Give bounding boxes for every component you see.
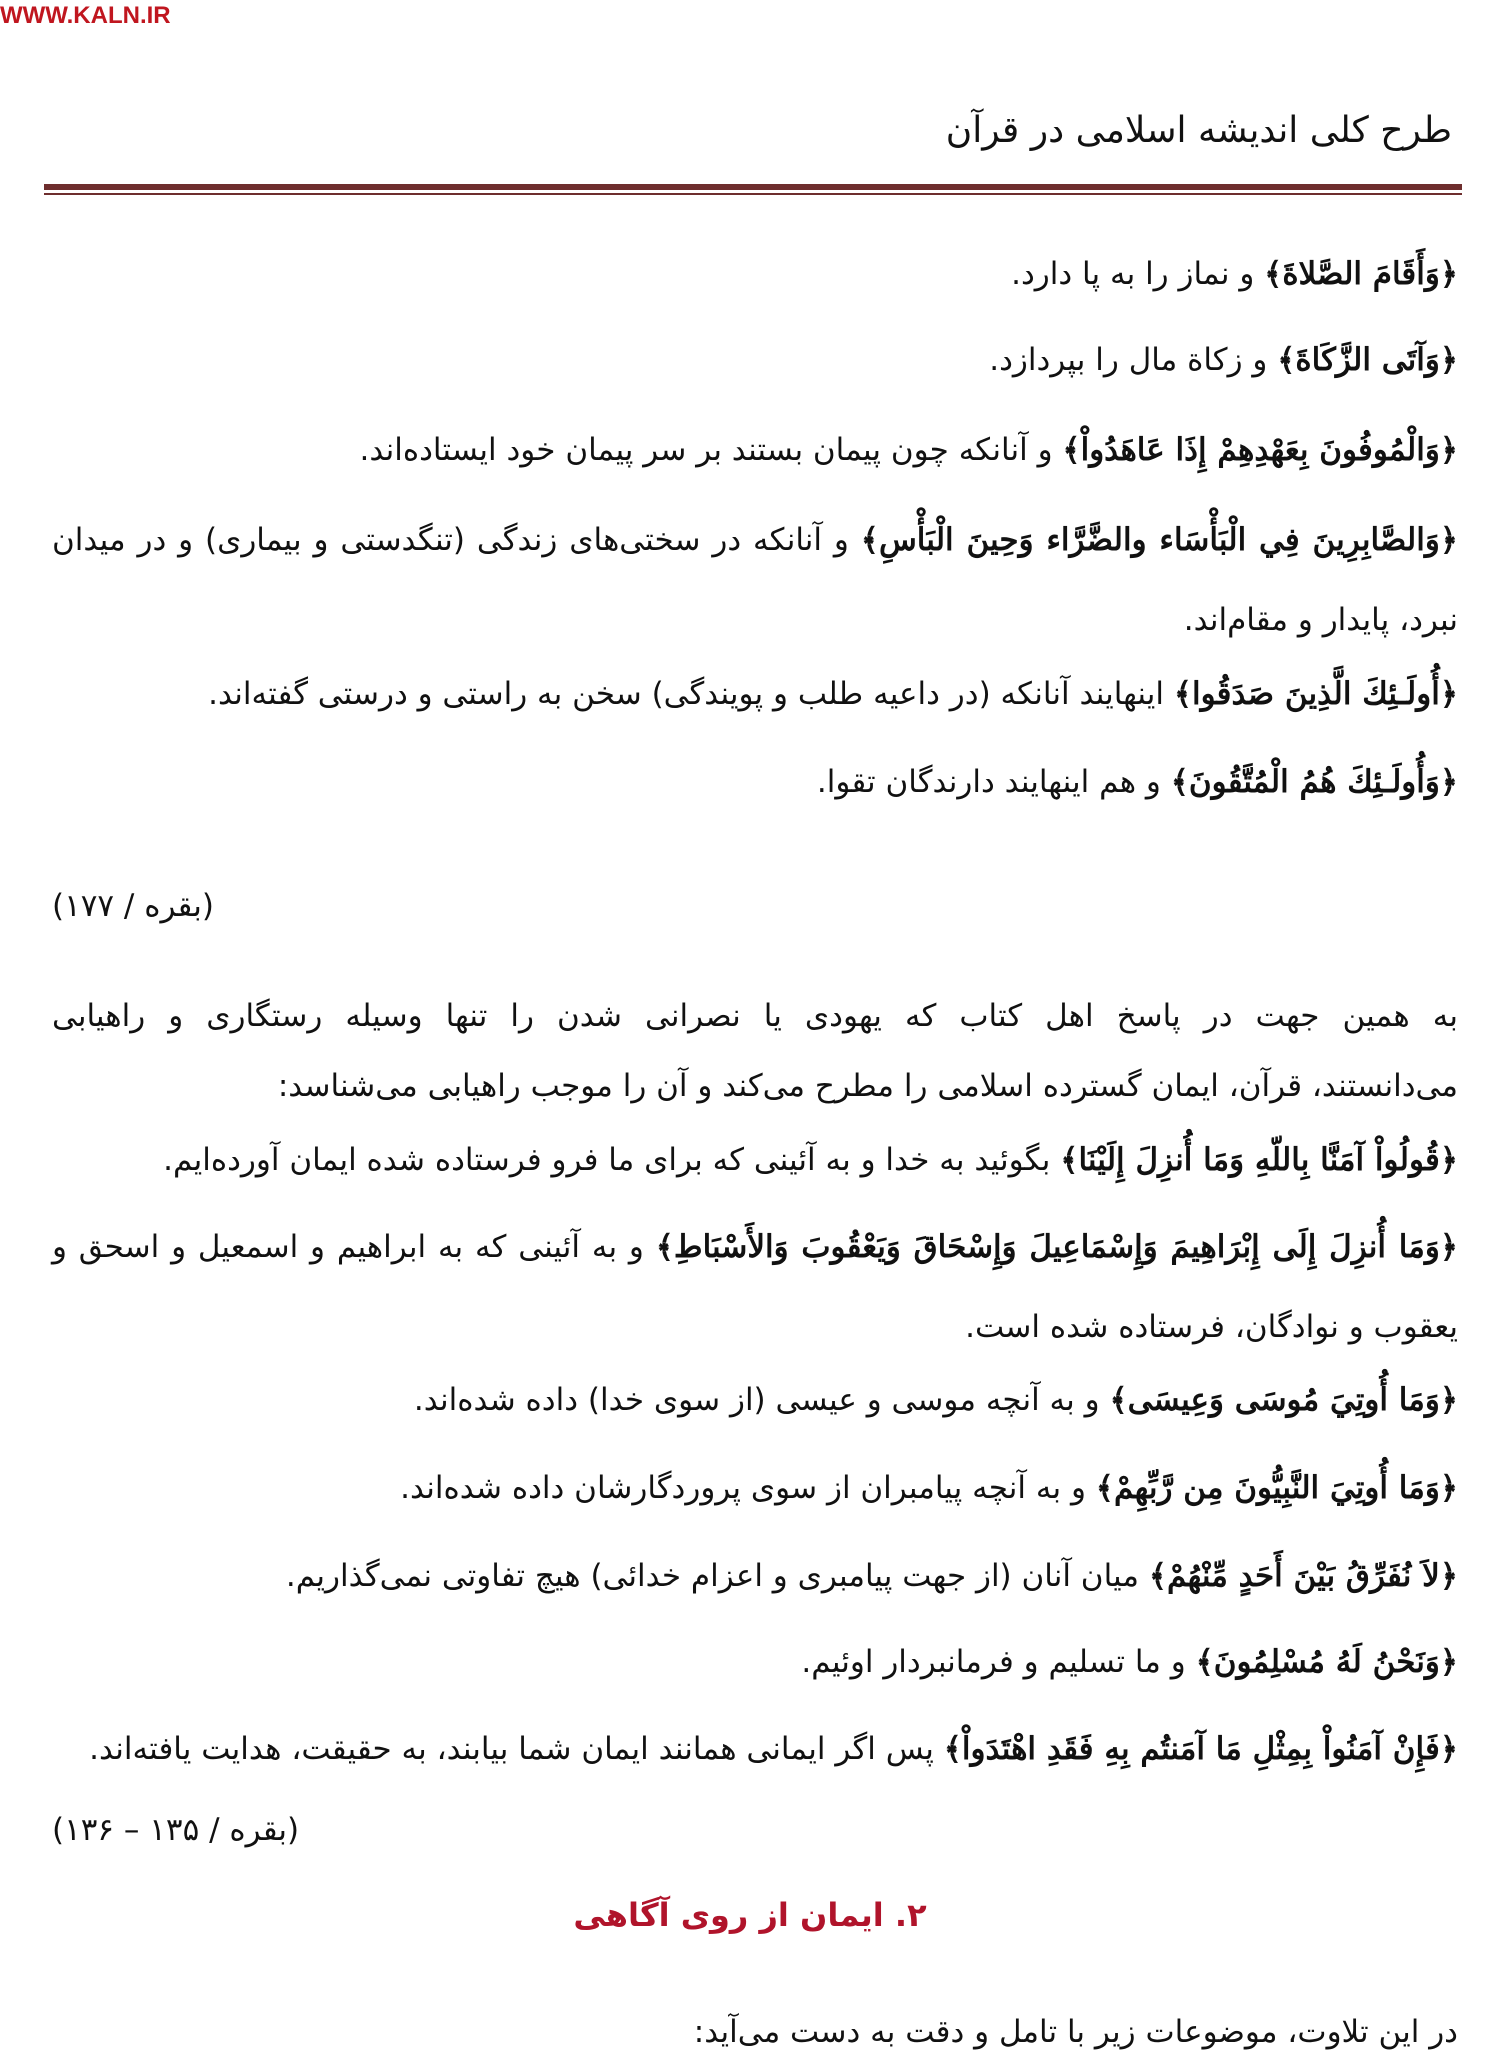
translation-text: و ما تسلیم و فرمانبردار اوئیم. [801, 1644, 1196, 1680]
paragraph-line [965, 1305, 1458, 1349]
quran-verse: ﴿وَالصَّابِرِينَ فِي الْبَأْسَاء والضَّرَّاء وَحِينَ الْبَأْسِ﴾ [860, 522, 1458, 558]
translation-text: یعقوب و نوادگان، فرستاده شده است. [965, 1309, 1458, 1345]
quran-verse: ﴿وَأَقَامَ الصَّلاةَ﴾ [1264, 256, 1458, 292]
quran-verse: ﴿وَالْمُوفُونَ بِعَهْدِهِمْ إِذَا عَاهَدُواْ﴾ [1062, 432, 1458, 468]
paragraph-text: به همین جهت در پاسخ اهل کتاب که یهودی یا نصرانی شدن را تنها وسیله رستگاری و راهیابی [52, 998, 1458, 1034]
paragraph-line [278, 1064, 1458, 1108]
translation-text: پس اگر ایمانی همانند ایمان شما بیابند، به حقیقت، هدایت یافته‌اند. [89, 1731, 944, 1767]
translation-text: و زکاة مال را بپردازد. [989, 342, 1278, 378]
translation-text: و آنانکه در سختی‌های زندگی (تنگدستی و بیماری) و در میدان [52, 522, 861, 558]
quran-verse: ﴿فَإِنْ آمَنُواْ بِمِثْلِ مَا آمَنتُم بِهِ فَقَدِ اهْتَدَواْ﴾ [943, 1731, 1458, 1767]
translation-text: و به آئینی که به ابراهیم و اسمعیل و اسحق و [52, 1229, 656, 1265]
verse-line [286, 1554, 1458, 1598]
verse-line [89, 1727, 1458, 1771]
quran-verse: ﴿لاَ نُفَرِّقُ بَيْنَ أَحَدٍ مِّنْهُمْ﴾ [1148, 1558, 1458, 1594]
citation [52, 1808, 299, 1852]
verse-line [360, 428, 1458, 472]
paragraph-line [694, 2010, 1458, 2054]
verse-line [163, 1138, 1458, 1182]
section-heading: ۲. ایمان از روی آگاهی [573, 1896, 927, 1934]
verse-line [208, 672, 1458, 716]
translation-text: و هم اینهایند دارندگان تقوا. [816, 764, 1171, 800]
quran-verse: ﴿وَمَا أُوتِيَ مُوسَى وَعِيسَى﴾ [1109, 1382, 1458, 1418]
quran-verse: ﴿وَآتَى الزَّكَاةَ﴾ [1277, 342, 1458, 378]
paragraph-line [1184, 598, 1458, 642]
verse-line [1011, 252, 1458, 296]
verse-line [52, 518, 1458, 562]
translation-text: و به آنچه موسی و عیسی (از سوی خدا) داده شده‌اند. [413, 1382, 1110, 1418]
verse-line [817, 760, 1458, 804]
citation [52, 884, 214, 928]
translation-text: میان آنان (از جهت پیامبری و اعزام خدائی) هیچ تفاوتی نمی‌گذاریم. [285, 1558, 1149, 1594]
translation-text: و به آنچه پیامبران از سوی پروردگارشان داده شده‌اند. [400, 1470, 1096, 1506]
paragraph-line [52, 994, 1458, 1038]
translation-text: نبرد، پایدار و مقام‌اند. [1183, 602, 1458, 638]
verse-line [801, 1640, 1458, 1684]
running-header-title: طرح کلی اندیشه اسلامی در قرآن [945, 110, 1452, 151]
verse-line [400, 1466, 1458, 1510]
paragraph-text: می‌دانستند، قرآن، ایمان گسترده اسلامی را مطرح می‌کند و آن را موجب راهیابی می‌شناسد: [277, 1068, 1458, 1104]
citation-text: (بقره / ۱۷۷) [52, 888, 214, 924]
quran-verse: ﴿وَأُولَـئِكَ هُمُ الْمُتَّقُونَ﴾ [1170, 764, 1458, 800]
citation-text: (بقره / ۱۳۵ – ۱۳۶) [52, 1812, 300, 1848]
watermark: WWW.KALN.IR [0, 2, 171, 29]
translation-text: بگوئید به خدا و به آئینی که برای ما فرو فرستاده شده ایمان آورده‌ایم. [163, 1142, 1061, 1178]
closing-text: در این تلاوت، موضوعات زیر با تامل و دقت به دست می‌آید: [693, 2014, 1458, 2050]
quran-verse: ﴿وَمَا أُنزِلَ إِلَى إِبْرَاهِيمَ وَإِسْمَاعِيلَ وَإِسْحَاقَ وَيَعْقُوبَ وَالأَسْبَاطِ﴾ [655, 1229, 1458, 1265]
verse-line [52, 1225, 1458, 1269]
verse-line [989, 338, 1458, 382]
quran-verse: ﴿وَنَحْنُ لَهُ مُسْلِمُونَ﴾ [1195, 1644, 1458, 1680]
quran-verse: ﴿وَمَا أُوتِيَ النَّبِيُّونَ مِن رَّبِّهِمْ﴾ [1095, 1470, 1458, 1506]
header-rule-thick [44, 184, 1462, 190]
translation-text: و آنانکه چون پیمان بستند بر سر پیمان خود ایستاده‌اند. [359, 432, 1063, 468]
verse-line [414, 1378, 1458, 1422]
translation-text: و نماز را به پا دارد. [1011, 256, 1265, 292]
quran-verse: ﴿أُولَـئِكَ الَّذِينَ صَدَقُوا﴾ [1173, 676, 1458, 712]
quran-verse: ﴿قُولُواْ آمَنَّا بِاللّهِ وَمَا أُنزِلَ إِلَيْنَا﴾ [1060, 1142, 1458, 1178]
translation-text: اینهایند آنانکه (در داعیه طلب و پویندگی) سخن به راستی و درستی گفته‌اند. [208, 676, 1174, 712]
header-rule-thin [44, 193, 1462, 195]
